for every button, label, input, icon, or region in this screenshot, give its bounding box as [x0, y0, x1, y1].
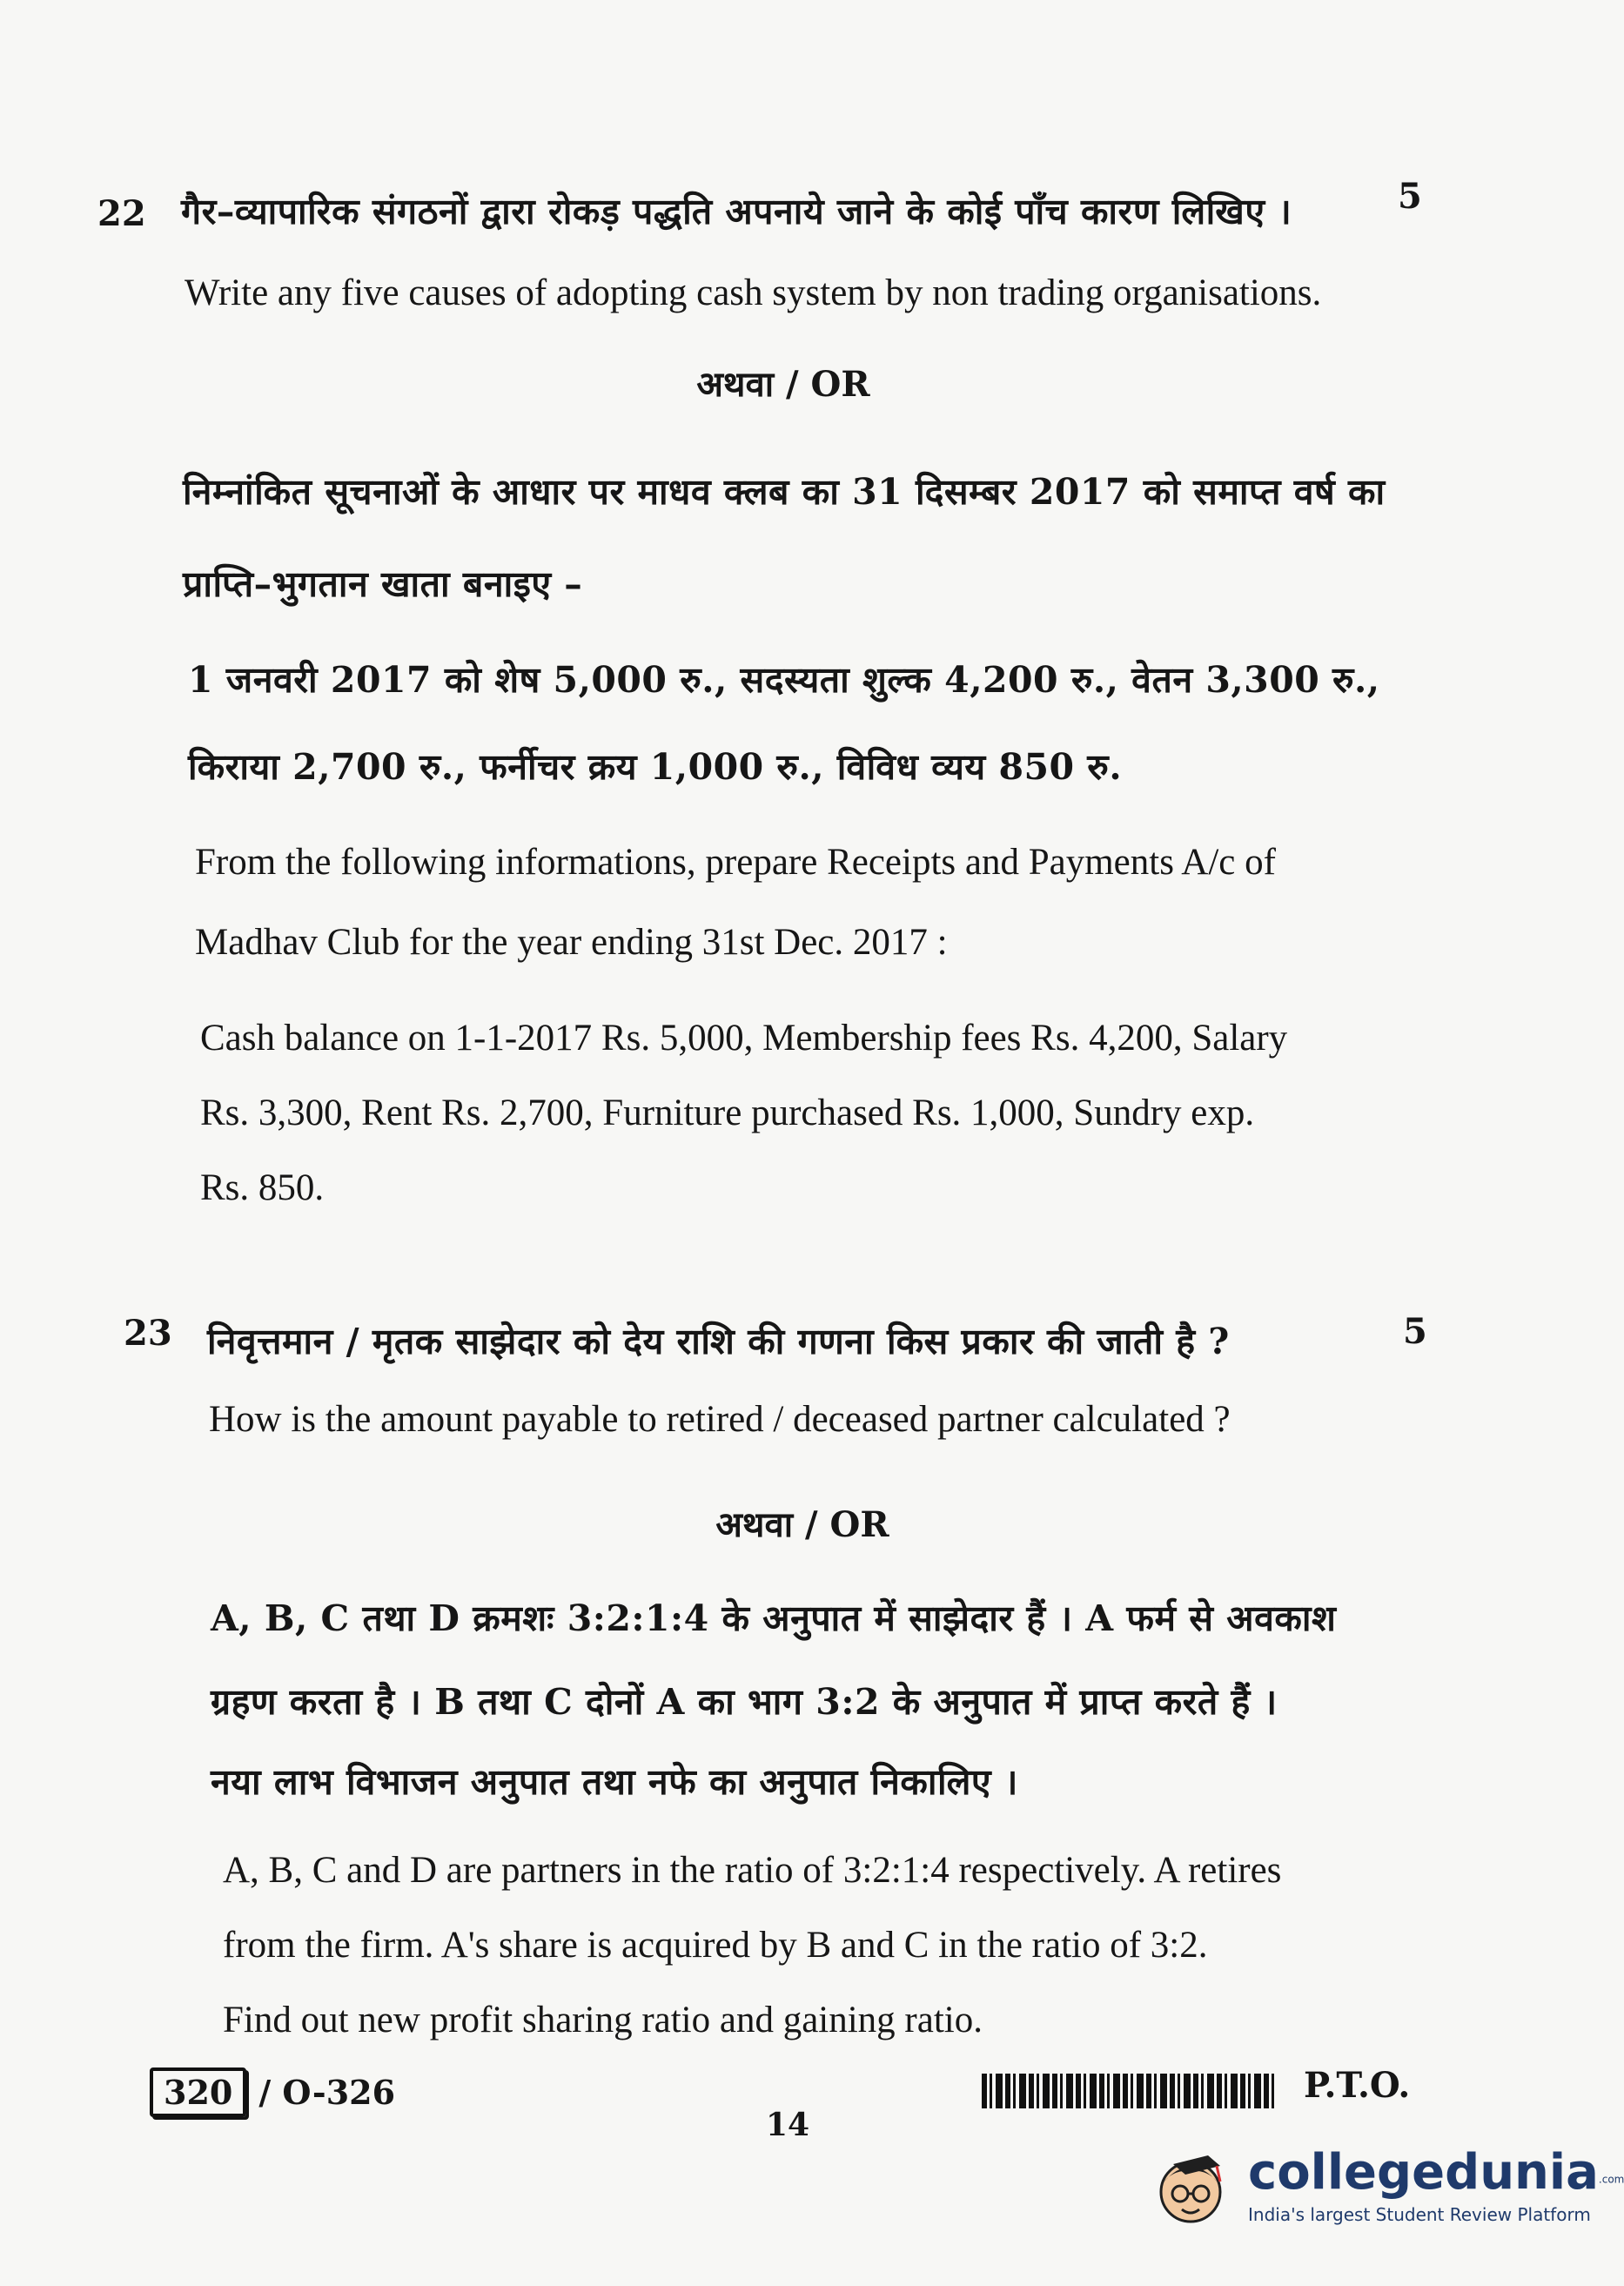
question-22-or-label: अथवा / OR	[696, 364, 870, 405]
student-mascot-icon	[1147, 2143, 1234, 2230]
barcode	[982, 2074, 1276, 2108]
q22-alt-english-line-5: Rs. 850.	[200, 1167, 325, 1208]
pto-label: P.T.O.	[1304, 2065, 1411, 2106]
question-22-hindi: गैर–व्यापारिक संगठनों द्वारा रोकड़ पद्धति अपनाये जाने के कोई पाँच कारण लिखिए ।	[181, 191, 1292, 232]
q22-alt-hindi-line-4: किराया 2,700 रु., फर्नीचर क्रय 1,000 रु., विविध व्यय 850 रु.	[188, 746, 1123, 788]
question-22-marks: 5	[1398, 176, 1422, 217]
q22-alt-english-line-1: From the following informations, prepare Receipts and Payments A/c of	[195, 842, 1276, 883]
q22-alt-hindi-line-2: प्राप्ति–भुगतान खाता बनाइए –	[183, 563, 583, 605]
brand-watermark	[1147, 2143, 1624, 2230]
q23-alt-english-line-3: Find out new profit sharing ratio and gaining ratio.	[223, 2000, 983, 2041]
q23-alt-hindi-line-3: नया लाभ विभाजन अनुपात तथा नफे का अनुपात निकालिए ।	[211, 1761, 1018, 1803]
question-22-number: 22	[97, 193, 146, 234]
paper-code	[150, 2067, 395, 2117]
question-23-number: 23	[124, 1313, 172, 1354]
q22-alt-english-line-3: Cash balance on 1-1-2017 Rs. 5,000, Membership fees Rs. 4,200, Salary	[200, 1018, 1288, 1059]
brand-tagline: India's largest Student Review Platform	[1248, 2204, 1591, 2225]
question-23-english: How is the amount payable to retired / deceased partner calculated ?	[209, 1399, 1231, 1440]
paper-code-box: 320	[150, 2067, 246, 2117]
q22-alt-hindi-line-1: निम्नांकित सूचनाओं के आधार पर माधव क्लब का 31 दिसम्बर 2017 को समाप्त वर्ष का	[183, 471, 1386, 513]
q23-alt-hindi-line-1: A, B, C तथा D क्रमशः 3:2:1:4 के अनुपात में साझेदार हैं । A फर्म से अवकाश	[211, 1597, 1337, 1639]
q23-alt-english-line-1: A, B, C and D are partners in the ratio of 3:2:1:4 respectively. A retires	[223, 1850, 1282, 1891]
question-23-marks: 5	[1403, 1311, 1427, 1352]
q22-alt-english-line-4: Rs. 3,300, Rent Rs. 2,700, Furniture purchased Rs. 1,000, Sundry exp.	[200, 1093, 1255, 1133]
question-23-hindi: निवृत्तमान / मृतक साझेदार को देय राशि की गणना किस प्रकार की जाती है ?	[207, 1321, 1230, 1362]
question-22-english: Write any five causes of adopting cash system by non trading organisations.	[185, 272, 1322, 313]
question-23-or-label: अथवा / OR	[715, 1504, 889, 1545]
page-number: 14	[766, 2107, 810, 2143]
brand-text	[1248, 2144, 1624, 2225]
q22-alt-english-line-2: Madhav Club for the year ending 31st Dec. 2017 :	[195, 922, 948, 963]
q23-alt-english-line-2: from the firm. A's share is acquired by B and C in the ratio of 3:2.	[223, 1925, 1208, 1966]
paper-code-rest: / O-326	[258, 2073, 396, 2112]
q22-alt-hindi-line-3: 1 जनवरी 2017 को शेष 5,000 रु., सदस्यता शुल्क 4,200 रु., वेतन 3,300 रु.,	[188, 659, 1380, 701]
brand-com: .com	[1598, 2173, 1624, 2186]
brand-name: collegedunia	[1248, 2144, 1599, 2201]
q23-alt-hindi-line-2: ग्रहण करता है । B तथा C दोनों A का भाग 3:2 के अनुपात में प्राप्त करते हैं ।	[211, 1681, 1278, 1723]
